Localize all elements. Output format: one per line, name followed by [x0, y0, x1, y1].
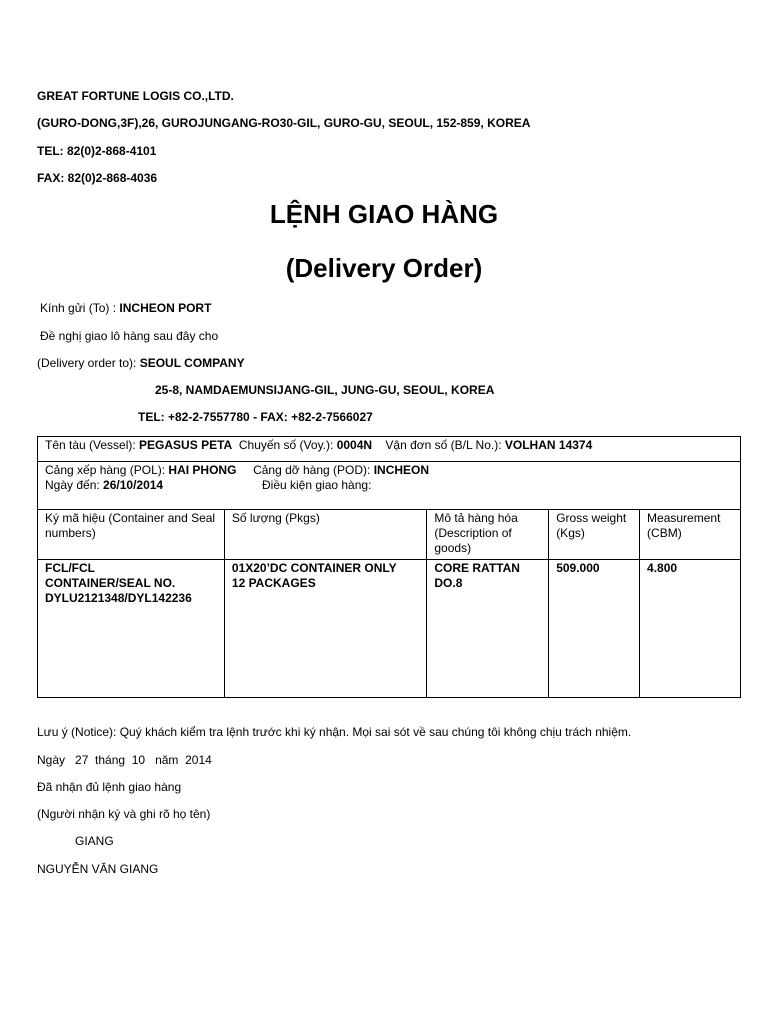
arrival-label: Ngày đến: — [45, 478, 104, 492]
goods-row — [38, 560, 741, 698]
header-gross-weight: Gross weight (Kgs) — [549, 510, 640, 560]
bl-value: VOLHAN 14374 — [504, 438, 593, 452]
pod-label: Cảng dỡ hàng (POD): — [236, 463, 374, 477]
header-measurement: Measurement (CBM) — [640, 510, 741, 560]
to-label: Kính gửi (To) : — [40, 301, 120, 315]
received-text: Đã nhận đủ lệnh giao hàng — [37, 780, 182, 794]
signature: GIANG — [75, 834, 114, 848]
port-line — [45, 463, 733, 478]
delivery-to-label: (Delivery order to): — [37, 356, 140, 370]
pol-label: Cảng xếp hàng (POL): — [45, 463, 169, 477]
recipient-contact: TEL: +82-2-7557780 - FAX: +82-2-7566027 — [138, 410, 373, 424]
arrival-value: 26/10/2014 — [103, 478, 164, 492]
notice-text: Lưu ý (Notice): Quý khách kiểm tra lệnh trước khi ký nhận. Mọi sai sót về sau chúng tôi không chịu trách nhiệm. — [37, 725, 632, 739]
quantity-line-2: 12 PACKAGES — [231, 576, 316, 590]
to-line — [40, 301, 211, 315]
cell-marks — [38, 560, 225, 698]
document-subtitle: (Delivery Order) — [285, 253, 483, 283]
bl-label: Vận đơn số (B/L No.): — [372, 438, 505, 452]
signer-name: NGUYỄN VĂN GIANG — [37, 862, 159, 876]
port-cell — [38, 462, 741, 510]
company-address: (GURO-DONG,3F),26, GUROJUNGANG-RO30-GIL, GURO-GU, SEOUL, 152-859, KOREA — [37, 116, 531, 130]
description-line-1: CORE RATTAN — [434, 561, 520, 575]
cell-gross-weight: 509.000 — [549, 560, 640, 698]
vessel-value: PEGASUS PETA — [139, 438, 233, 452]
document-title: LỆNH GIAO HÀNG — [269, 199, 499, 229]
marks-line-1: FCL/FCL — [45, 561, 95, 575]
port-row — [38, 462, 741, 510]
vessel-row — [38, 437, 741, 462]
pol-value: HAI PHONG — [168, 463, 237, 477]
date-line: Ngày 27 tháng 10 năm 2014 — [37, 753, 212, 767]
header-row — [38, 510, 741, 560]
terms-label: Điều kiện giao hàng: — [262, 478, 372, 492]
pod-value: INCHEON — [373, 463, 430, 477]
cell-measurement: 4.800 — [640, 560, 741, 698]
delivery-to-value: SEOUL COMPANY — [139, 356, 245, 370]
arrival-line — [45, 478, 733, 493]
delivery-table — [37, 436, 741, 698]
vessel-label: Tên tàu (Vessel): — [45, 438, 140, 452]
voy-label: Chuyến số (Voy.): — [232, 438, 337, 452]
marks-line-3: DYLU2121348/DYL142236 — [45, 591, 192, 605]
header-description: Mô tả hàng hóa (Description of goods) — [427, 510, 549, 560]
company-tel: TEL: 82(0)2-868-4101 — [37, 144, 157, 158]
sign-instruction: (Người nhận ký và ghi rõ họ tên) — [37, 807, 211, 821]
cell-quantity — [224, 560, 426, 698]
request-text: Đề nghị giao lô hàng sau đây cho — [40, 329, 219, 343]
marks-line-2: CONTAINER/SEAL NO. — [45, 576, 176, 590]
header-marks: Ký mã hiệu (Container and Seal numbers) — [38, 510, 225, 560]
quantity-line-1: 01X20’DC CONTAINER ONLY — [231, 561, 397, 575]
company-name: GREAT FORTUNE LOGIS CO.,LTD. — [37, 89, 234, 103]
description-line-2: DO.8 — [434, 576, 463, 590]
cell-description — [427, 560, 549, 698]
vessel-cell — [38, 437, 741, 462]
company-fax: FAX: 82(0)2-868-4036 — [37, 171, 158, 185]
voy-value: 0004N — [336, 438, 373, 452]
header-quantity: Số lượng (Pkgs) — [224, 510, 426, 560]
delivery-to-line — [37, 356, 245, 370]
to-value: INCHEON PORT — [119, 301, 212, 315]
recipient-address: 25-8, NAMDAEMUNSIJANG-GIL, JUNG-GU, SEOUL, KOREA — [155, 383, 495, 397]
